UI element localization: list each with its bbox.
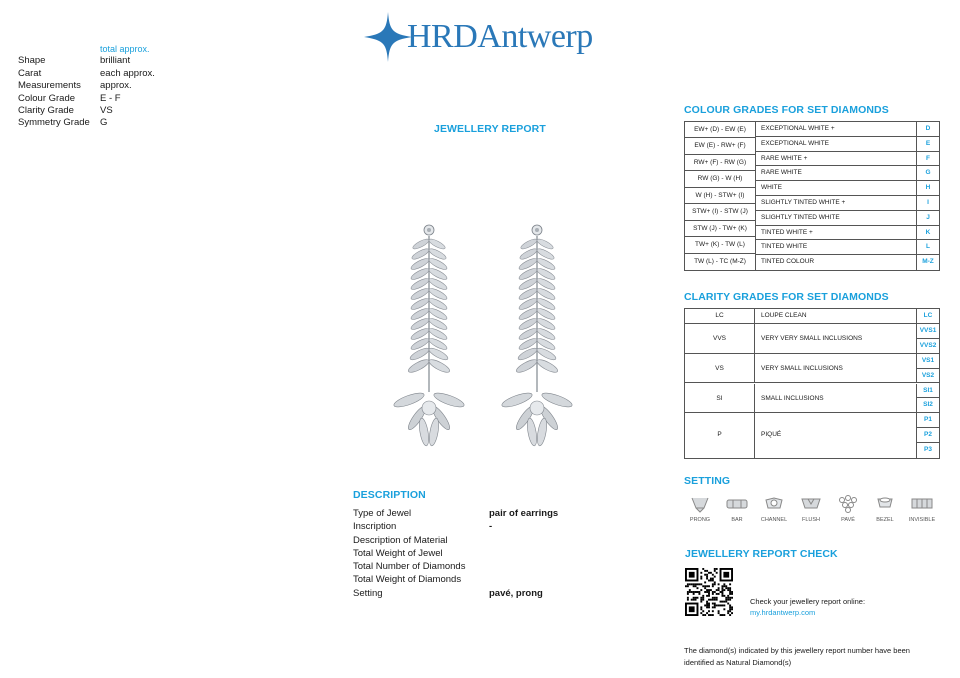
footnote-line-1: The diamond(s) indicated by this jewellery report number have been [684,646,910,655]
invisible-icon [910,494,934,513]
colour-desc-cell: WHITE [756,181,916,196]
colour-grades-table [684,121,940,271]
description-label: Total Weight of Jewel [353,547,443,559]
setting-label: PRONG [689,517,711,523]
description-label: Setting [353,587,383,599]
spec-row-clarity [18,105,155,117]
diamond-specifications [18,43,155,130]
colour-grade-cell: J [917,211,939,226]
clarity-grades-table [684,308,940,459]
setting-heading: SETTING [684,475,731,487]
spec-value: approx. [100,80,132,92]
description-row [353,507,558,520]
colour-desc-cell: TINTED WHITE + [756,226,916,241]
spec-label: Measurements [18,80,81,92]
hrd-antwerp-logo [362,10,622,64]
clarity-code-cell: LC [685,309,755,324]
description-value: pair of earrings [489,508,559,519]
colour-grade-cell: I [917,196,939,211]
setting-label: BAR [731,517,743,523]
setting-label: FLUSH [801,517,821,523]
colour-code-cell: W (H) - STW+ (I) [685,188,755,204]
colour-grades-heading: COLOUR GRADES FOR SET DIAMONDS [684,104,889,116]
footnote-line-2: identified as Natural Diamond(s) [684,658,792,667]
spec-label: Colour Grade [18,92,76,104]
setting-item-flush [795,494,827,523]
clarity-grade-cell: P3 [924,446,932,454]
pave-icon [836,494,860,513]
setting-label: BEZEL [876,517,894,523]
colour-grade-cell: L [917,240,939,255]
description-row [353,534,558,547]
colour-code-cell: EW+ (D) - EW (E) [685,122,755,138]
report-check-link[interactable]: my.hrdantwerp.com [750,608,816,617]
clarity-code-cell: P [685,413,755,458]
colour-desc-cell: EXCEPTIONAL WHITE + [756,122,916,137]
report-title: JEWELLERY REPORT [434,123,546,135]
spec-label: Clarity Grade [18,104,74,116]
setting-label: CHANNEL [760,517,788,523]
clarity-grade-cell: SI2 [917,398,939,413]
description-row [353,587,558,600]
setting-item-bar [721,494,753,523]
clarity-desc-cell: VERY VERY SMALL INCLUSIONS [755,324,917,354]
colour-grade-cell: G [917,166,939,181]
setting-item-invisible [906,494,938,523]
setting-item-channel [758,494,790,523]
setting-item-pavé [832,494,864,523]
bezel-icon [873,494,897,513]
colour-grade-cell: F [917,152,939,167]
spec-row-measurements [18,80,155,92]
setting-label: INVISIBLE [908,517,936,523]
description-value: - [489,521,493,533]
spec-label: Symmetry Grade [18,117,90,129]
right-earring [500,225,573,446]
clarity-code-cell: SI [685,384,755,414]
colour-grade-cell: M-Z [922,258,934,266]
bar-icon [725,494,749,513]
colour-desc-cell: SLIGHTLY TINTED WHITE + [756,196,916,211]
spec-value: each approx. [100,67,155,79]
description-label: Total Number of Diamonds [353,561,466,573]
colour-code-cell: RW (G) - W (H) [685,171,755,187]
spec-label: Shape [18,55,46,67]
clarity-grade-cell: VVS1 [917,324,939,339]
spec-value: VS [100,104,113,116]
clarity-grade-cell: SI1 [917,384,939,399]
colour-desc-cell: TINTED COLOUR [761,258,815,266]
spec-row-symmetry [18,117,155,129]
description-row [353,547,558,560]
colour-desc-cell: TINTED WHITE [756,240,916,255]
flush-icon [799,494,823,513]
description-row [353,520,558,533]
description-section [353,489,558,600]
colour-code-cell: TW+ (K) - TW (L) [685,237,755,253]
colour-desc-cell: RARE WHITE [756,166,916,181]
setting-label: PAVÉ [841,517,855,523]
colour-grade-cell: D [917,122,939,137]
spec-value: E - F [100,92,121,104]
qr-code-icon[interactable] [685,568,733,616]
setting-icons-row [684,494,938,523]
setting-item-prong [684,494,716,523]
colour-desc-cell: EXCEPTIONAL WHITE [756,137,916,152]
clarity-code-cell: VVS [685,324,755,354]
clarity-grade-cell: P2 [917,428,939,443]
colour-code-cell: STW+ (I) - STW (J) [685,204,755,220]
logo-text: HRDAntwerp [407,18,593,55]
colour-grade-cell: H [917,181,939,196]
colour-grade-cell: E [917,137,939,152]
clarity-code-cell: VS [685,354,755,384]
clarity-grade-cell: VS1 [917,354,939,369]
colour-desc-cell: RARE WHITE + [756,152,916,167]
left-earring [392,225,465,446]
description-row [353,560,558,573]
report-check-instruction: Check your jewellery report online: [750,597,866,606]
setting-item-bezel [869,494,901,523]
description-value: pavé, prong [489,587,543,599]
colour-code-cell: TW (L) - TC (M-Z) [694,257,746,265]
description-label: Description of Material [353,534,448,546]
spec-value: G [100,117,108,129]
colour-code-cell: STW (J) - TW+ (K) [685,221,755,237]
report-check-heading: JEWELLERY REPORT CHECK [685,548,838,560]
channel-icon [762,494,786,513]
colour-grade-cell: K [917,226,939,241]
spec-row-colour [18,93,155,105]
description-label: Inscription [353,521,397,533]
spec-value: brilliant [100,55,131,67]
description-heading: DESCRIPTION [353,489,426,501]
description-row [353,573,558,586]
clarity-desc-cell: PIQUÉ [755,413,917,458]
clarity-grade-cell: VS2 [917,369,939,384]
colour-code-cell: RW+ (F) - RW (G) [685,155,755,171]
clarity-grades-heading: CLARITY GRADES FOR SET DIAMONDS [684,291,889,303]
report-check-text [750,596,865,618]
clarity-grade-cell: LC [917,309,939,324]
prong-icon [688,494,712,513]
colour-code-cell: EW (E) - RW+ (F) [685,138,755,154]
specs-header: total approx. [100,44,150,54]
clarity-grade-cell: P1 [917,413,939,428]
spec-row-carat [18,68,155,80]
description-label: Type of Jewel [353,508,412,519]
description-label: Total Weight of Diamonds [353,574,462,586]
clarity-desc-cell: LOUPE CLEAN [755,309,917,324]
natural-diamond-footnote [684,645,944,669]
clarity-desc-cell: VERY SMALL INCLUSIONS [755,354,917,384]
clarity-grade-cell: VVS2 [917,339,939,354]
earrings-image [385,222,585,464]
spec-row-shape [18,55,155,67]
clarity-desc-cell: SMALL INCLUSIONS [755,384,917,414]
colour-desc-cell: SLIGHTLY TINTED WHITE [756,211,916,226]
spec-label: Carat [18,67,42,79]
